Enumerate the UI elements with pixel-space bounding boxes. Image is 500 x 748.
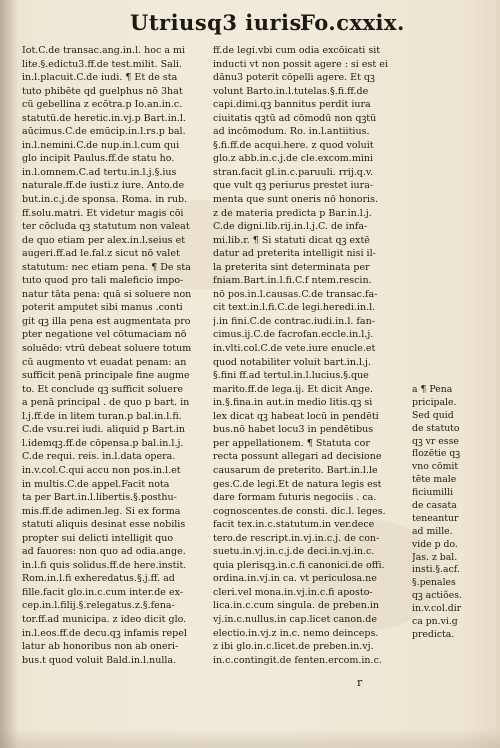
- text-line: capi.dimi.qꝫ bannitus perdit iura: [213, 99, 371, 111]
- text-line: fniam.Bart.in.l.fi.C.f ntem.rescin.: [213, 275, 372, 287]
- running-header: [0, 4, 500, 38]
- text-line: tuto quod pro tali maleficio impo-: [22, 275, 184, 287]
- text-line: but.in.c.j.de sponsa. Roma. in rub.: [22, 194, 188, 206]
- text-line: cleri.vel mona.in.vj.in.c.fi aposto-: [213, 586, 373, 598]
- text-line: Iot.C.de transac.ang.in.l. hoc a mi: [22, 45, 186, 56]
- text-line: teneantur: [412, 512, 459, 524]
- text-line: §.fini ff.ad tertul.in.l.lucius.§.que: [213, 370, 369, 382]
- text-line: lex dicat qꝫ habeat locū in pendēti: [213, 410, 379, 422]
- text-line: in.l.placuit.C.de iudi. ¶ Et de sta: [22, 72, 178, 84]
- text-line: poterit amputet sibi manus .conti: [22, 302, 183, 314]
- text-line: ca pn.vi.g: [412, 616, 458, 628]
- text-line: vno cōmit: [412, 461, 459, 473]
- text-line: causarum de preterito. Bart.in.l.le: [213, 464, 378, 476]
- text-line: naturale.ff.de iusti.z iure. Anto.de: [22, 180, 185, 192]
- text-line: vj.in.c.nullus.in cap.licet canon.de: [213, 613, 377, 625]
- text-line: insti.§.acf.: [412, 564, 460, 576]
- text-line: cū gebellina z ecōtra.p Io.an.in.c.: [22, 99, 183, 111]
- text-line: de casata: [412, 500, 457, 512]
- text-line: nō pos.in.l.causas.C.de transac.fa-: [213, 288, 378, 300]
- text-line: cep.in.l.filij.§.relegatus.z.§.fena-: [22, 600, 175, 612]
- text-line: electio.in.vj.z in.c. nemo deinceps.: [213, 627, 379, 639]
- text-line: tuto phibēte qd guelphus nō 3hat: [22, 85, 183, 97]
- text-line: de statuto: [412, 422, 460, 434]
- text-line: in.l.omnem.C.ad tertu.in.l.j.§.ius: [22, 166, 177, 178]
- text-line: qꝫ vr esse: [412, 435, 459, 447]
- text-line: statuti aliquis desinat esse nobilis: [22, 519, 186, 531]
- text-line: ff.solu.matri. Et videtur magis cōi: [22, 207, 184, 219]
- text-line: a ¶ Pena: [412, 384, 453, 395]
- text-line: statutum: nec etiam pena. ¶ De sta: [22, 261, 191, 273]
- text-line: ges.C.de legi.Et de natura legis est: [213, 478, 382, 490]
- text-line: §.fi.ff.de acqui.here. z quod voluit: [213, 139, 374, 151]
- text-line: z ibi glo.in.c.licet.de preben.in.vj.: [213, 641, 374, 653]
- text-line: datur ad preterita intelligit nisi il-: [213, 248, 376, 260]
- folio-number: Fo.cxxix.: [300, 10, 405, 35]
- text-line: recta possunt allegari ad decisione: [213, 451, 382, 463]
- text-line: pter negatione vel cōtumaciam nō: [22, 329, 187, 341]
- text-line: in.l.nemini.C.de nup.in.l.cum qui: [22, 139, 180, 151]
- text-line: C.de requi. reis. in.l.data opera.: [22, 451, 176, 463]
- text-line: dānu3 poterit cōpelli agere. Et qꝫ: [213, 72, 375, 84]
- text-line: ter cōcluda qꝫ statutum non valeat: [22, 221, 190, 233]
- text-line: pricipale.: [412, 396, 457, 408]
- text-line: tēte male: [412, 474, 457, 486]
- text-line: stran.facit gl.in.c.paruuli. rrij.q.v.: [213, 166, 374, 178]
- text-line: ad mille.: [412, 525, 453, 537]
- text-line: predicta.: [412, 628, 455, 640]
- text-line: ad incōmodum. Ro. in.l.antiitius.: [213, 126, 370, 138]
- text-line: marito.ff.de lega.ij. Et dicit Ange.: [213, 383, 374, 395]
- gutter-shadow: [0, 0, 18, 748]
- text-line: dare formam futuris negociis . ca.: [213, 492, 377, 504]
- text-line: latur ab honoribus non ab oneri-: [22, 641, 179, 653]
- text-line: in.l.eos.ff.de decu.qꝫ infamis repel: [22, 627, 187, 639]
- text-line: augeri.ff.ad le.fal.z sicut nō valet: [22, 248, 180, 260]
- text-line: per appellationem. ¶ Statuta cor: [213, 437, 370, 449]
- text-line: in.vlti.col.C.de vete.iure enucle.et: [213, 343, 376, 355]
- text-line: j.in fini.C.de contrac.iudi.in.l. fan-: [213, 315, 375, 327]
- text-line: ff.de legi.vbi cum odia excōicati sit: [213, 45, 381, 56]
- catchword: r: [357, 676, 363, 689]
- text-line: natur tāta pena: quā si soluere non: [22, 288, 192, 300]
- text-line: la preterita sint determinata per: [213, 261, 370, 273]
- text-line: in.l.fi quis solidus.ff.de here.instit.: [22, 559, 187, 571]
- right-text-column: [213, 44, 413, 667]
- text-line: glo incipit Paulus.ff.de statu ho.: [22, 153, 175, 165]
- text-line: in multis.C.de appel.Facit nota: [22, 478, 170, 490]
- text-line: propter sui delicti intelligit quo: [22, 532, 174, 544]
- text-line: soluēdo: vtrū debeat soluere totum: [22, 343, 192, 355]
- text-line: Rom.in.l.fi exheredatus.§.j.ff. ad: [22, 573, 175, 585]
- text-line: bus.nō habet locu3 in pendētibus: [213, 424, 374, 436]
- text-line: to. Et conclude qꝫ sufficit soluere: [22, 383, 184, 395]
- text-line: cimus.ij.C.de facrofan.eccle.in.l.j.: [213, 329, 374, 341]
- text-line: que vult qꝫ periurus prestet iura-: [213, 180, 374, 192]
- text-line: flozētie qꝫ: [412, 448, 461, 460]
- text-line: §.penales: [412, 577, 456, 589]
- text-line: cū augmento vt euadat penam: an: [22, 356, 187, 368]
- text-line: facit tex.in.c.statutum.in ver.dece: [213, 519, 375, 531]
- running-title: Utriusq3 iuris.: [130, 10, 310, 35]
- text-line: bus.t quod voluit Bald.in.l.nulla.: [22, 654, 177, 666]
- text-line: ad fauores: non quo ad odia.ange.: [22, 546, 186, 558]
- text-line: C.de vsu.rei iudi. aliquid p Bart.in: [22, 424, 185, 436]
- text-line: l.j.ff.de in litem turan.p bal.in.l.fi.: [22, 410, 182, 422]
- text-line: Sed quid: [412, 409, 454, 421]
- text-line: menta que sunt oneris nō honoris.: [213, 194, 378, 206]
- text-line: a penā principal . de quo p bart. in: [22, 397, 190, 409]
- text-line: z de materia predicta p Bar.in.l.j.: [213, 207, 372, 219]
- text-line: l.idemqꝫ.ff.de cōpensa.p bal.in.l.j.: [22, 437, 184, 449]
- text-line: mi.lib.r. ¶ Si statuti dicat qꝫ extē: [213, 234, 370, 246]
- text-line: in.v.col.dir: [412, 603, 462, 615]
- text-line: de quo etiam per alex.in.l.seius et: [22, 234, 186, 246]
- text-line: fille.facit glo.in.c.cum inter.de ex-: [22, 586, 183, 598]
- text-line: aūcimus.C.de emūcip.in.l.rs.p bal.: [22, 126, 186, 138]
- text-line: quod notabiliter voluit bart.in.l.j.: [213, 356, 371, 368]
- text-line: in.§.fina.in aut.in medio litis.qꝫ si: [213, 397, 373, 409]
- text-line: quia plerisqꝫ.in.c.fi canonici.de offi.: [213, 559, 385, 571]
- text-line: qꝫ actiões.: [412, 590, 462, 602]
- left-text-column: [22, 44, 212, 667]
- text-line: cognoscentes.de consti. dic.l. leges.: [213, 505, 386, 517]
- text-line: ciuitatis qꝫtū ad cōmodū non qꝫtū: [213, 112, 377, 124]
- marginal-annotation: [412, 384, 496, 642]
- text-line: glo.z abb.in.c.j.de cle.excom.mini: [213, 153, 374, 165]
- text-line: ficiumilli: [412, 487, 454, 499]
- text-line: C.de digni.lib.rij.in.l.j.C. de infa-: [213, 221, 368, 233]
- text-line: tor.ff.ad municipa. z ideo dicit glo.: [22, 613, 187, 625]
- text-line: Jas. z bal.: [412, 551, 458, 563]
- text-line: tero.de rescript.in.vj.in.c.j. de con-: [213, 532, 380, 544]
- text-line: in.v.col.C.qui accu non pos.in.l.et: [22, 464, 181, 476]
- text-line: git qꝫ illa pena est augmentata pro: [22, 315, 191, 327]
- text-line: volunt Barto.in.l.tutelas.§.fi.ff.de: [213, 85, 369, 97]
- text-line: lite.§.edictu3.ff.de test.milit. Sali.: [22, 58, 182, 70]
- text-line: suetu.in.vj.in.c.j.de deci.in.vj.in.c.: [213, 546, 375, 558]
- text-line: statutū.de heretic.in.vj.p Bart.in.l.: [22, 112, 186, 124]
- text-line: mis.ff.de adimen.leg. Si ex forma: [22, 505, 181, 517]
- text-line: in.c.contingit.de fenten.ercom.in.c.: [213, 654, 382, 666]
- text-line: ordina.in.vj.in ca. vt periculosa.ne: [213, 573, 377, 585]
- text-line: vide p do.: [412, 538, 458, 550]
- text-line: ta per Bart.in.l.libertis.§.posthu-: [22, 492, 177, 504]
- text-line: cit text.in.l.fi.C.de legi.heredi.in.l.: [213, 302, 376, 314]
- text-line: inducti vt non possit agere : si est ei: [213, 58, 388, 70]
- text-line: sufficit penā principale fine augme: [22, 370, 190, 382]
- text-line: lica.in.c.cum singula. de preben.in: [213, 600, 380, 612]
- page-bottom-edge: [0, 728, 500, 748]
